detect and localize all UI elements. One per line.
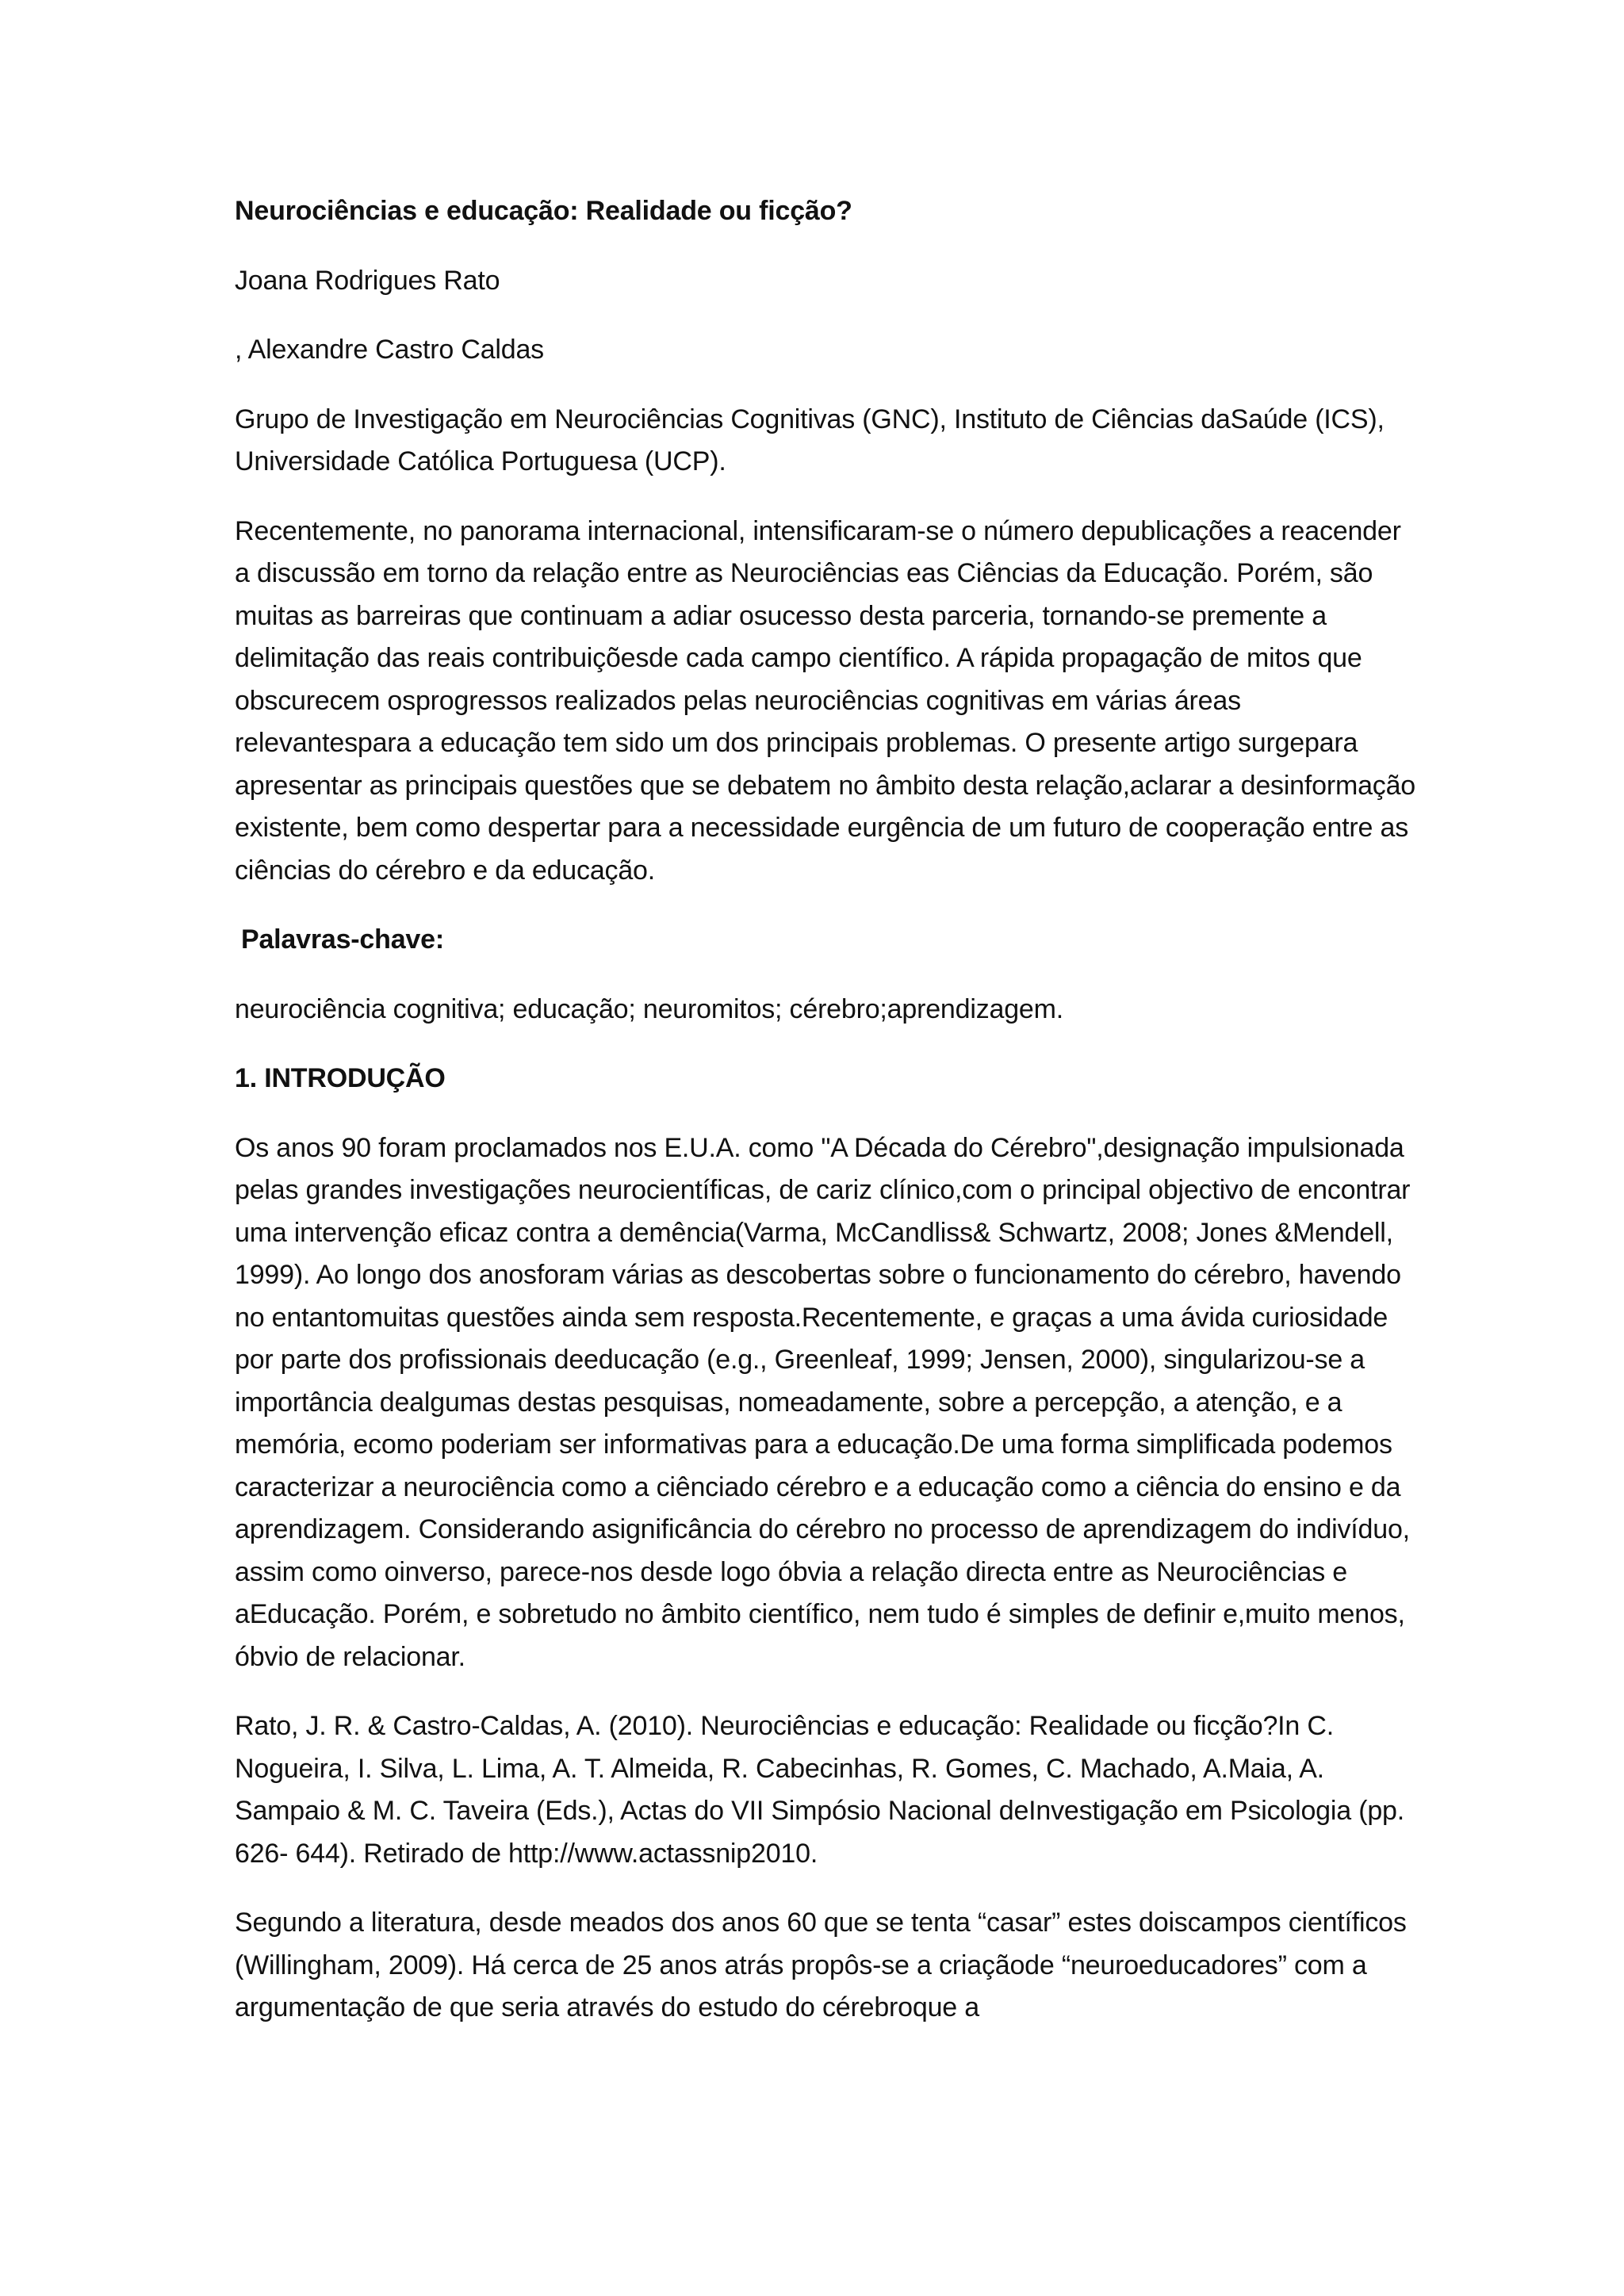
author-primary: Joana Rodrigues Rato (235, 265, 500, 296)
keywords-list: neurociência cognitiva; educação; neuromitos; cérebro;aprendizagem. (235, 993, 1063, 1024)
body-paragraph-final: Segundo a literatura, desde meados dos anos 60 que se tenta “casar” estes doiscampos científicos (Willingham, 2009). Há cerca de 25 anos atrás propôs-se a criaçãode “neuroeducadores” com a argumentação de que seria através do estudo do cérebroque a (235, 1908, 1407, 2022)
introduction-paragraph: Os anos 90 foram proclamados nos E.U.A. como "A Década do Cérebro",designação impulsionada pelas grandes investigações neurocientíficas, de cariz clínico,com o principal objectivo de encontrar uma intervenção eficaz contra a demência(Varma, McCandliss& Schwartz, 2008; Jones &Mendell, 1999). Ao longo dos anosforam várias as descobertas sobre o funcionamento do cérebro, havendo no entantomuitas questões ainda sem resposta.Recentemente, e graças a uma ávida curiosidade por parte dos profissionais deeducação (e.g., Greenleaf, 1999; Jensen, 2000), singularizou-se a importância dealgumas destas pesquisas, nomeadamente, sobre a percepção, a atenção, e a memória, ecomo poderiam ser informativas para a educação.De uma forma simplificada podemos caracterizar a neurociência como a ciênciado cérebro e a educação como a ciência do ensino e da aprendizagem. Considerando asignificância do cérebro no processo de aprendizagem do indivíduo, assim como oinverso, parece-nos desde logo óbvia a relação directa entre as Neurociências e aEducação. Porém, e sobretudo no âmbito científico, nem tudo é simples de definir e,muito menos, óbvio de relacionar. (235, 1132, 1411, 1672)
keywords-label: Palavras-chave: (241, 924, 444, 955)
section-heading-introduction: 1. INTRODUÇÃO (235, 1063, 446, 1093)
document-title: Neurociências e educação: Realidade ou ficção? (235, 196, 852, 226)
abstract-paragraph: Recentemente, no panorama internacional, intensificaram-se o número depublicações a reacender a discussão em torno da relação entre as Neurociências eas Ciências da Educação. Porém, são muitas as barreiras que continuam a adiar osucesso desta parceria, tornando-se premente a delimitação das reais contribuiçõesde cada campo científico. A rápida propagação de mitos que obscurecem osprogressos realizados pelas neurociências cognitivas em várias áreas relevantespara a educação tem sido um dos principais problemas. O presente artigo surgepara apresentar as principais questões que se debatem no âmbito desta relação,aclarar a desinformação existente, bem como despertar para a necessidade eurgência de um futuro de cooperação entre as ciências do cérebro e da educação. (235, 515, 1416, 886)
citation-paragraph: Rato, J. R. & Castro-Caldas, A. (2010). Neurociências e educação: Realidade ou ficção?In C. Nogueira, I. Silva, L. Lima, A. T. Almeida, R. Cabecinhas, R. Gomes, C. Machado, A.Maia, A. Sampaio & M. C. Taveira (Eds.), Actas do VII Simpósio Nacional deInvestigação em Psicologia (pp. 626- 644). Retirado de http://www.actassnip2010. (235, 1711, 1404, 1869)
author-secondary: , Alexandre Castro Caldas (235, 335, 544, 365)
affiliation: Grupo de Investigação em Neurociências Cognitivas (GNC), Instituto de Ciências daSaúde (ICS), Universidade Católica Portuguesa (UCP). (235, 404, 1385, 476)
document-page (235, 190, 1416, 2057)
